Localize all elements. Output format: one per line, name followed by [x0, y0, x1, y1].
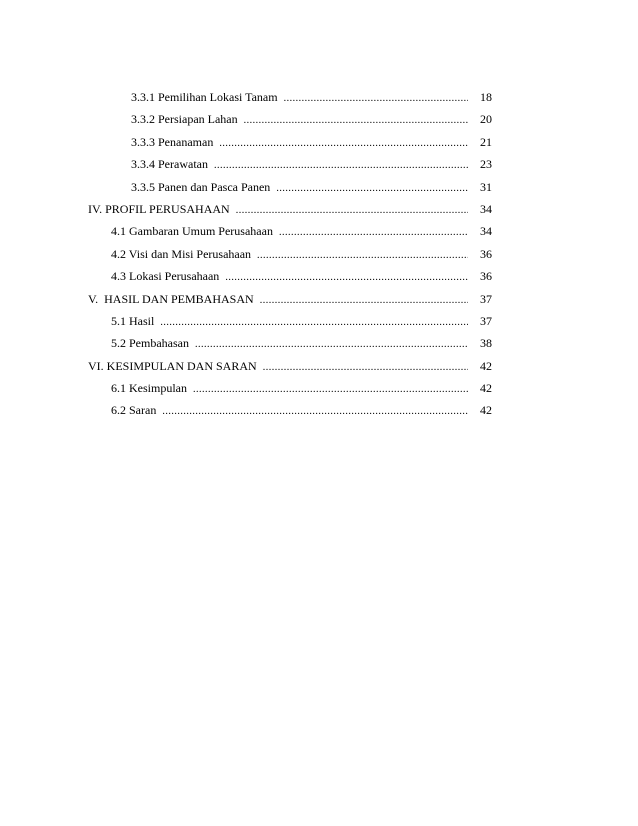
toc-entry-5-1: [88, 310, 508, 332]
toc-entry-label: 3.3.4 Perawatan: [131, 157, 208, 172]
toc-entry-3-3-2: [88, 108, 508, 130]
toc-dot-leader: [195, 334, 468, 354]
toc-entry-label: 3.3.3 Penanaman: [131, 134, 214, 149]
toc-entry-page-number: 42: [480, 403, 492, 418]
toc-entry-page-number: 23: [480, 157, 492, 172]
toc-entry-label: 3.3.5 Panen dan Pasca Panen: [131, 179, 271, 194]
toc-entry-page-number: 20: [480, 112, 492, 127]
toc-entry-page-number: 31: [480, 179, 492, 194]
toc-entry-chapter-iv: [88, 198, 508, 220]
toc-entry-3-3-4: [88, 153, 508, 175]
toc-entry-page-number: 42: [480, 381, 492, 396]
toc-dot-leader: [225, 267, 468, 287]
toc-dot-leader: [236, 200, 468, 220]
toc-entry-label: V. HASIL DAN PEMBAHASAN: [88, 291, 254, 306]
toc-dot-leader: [260, 290, 468, 310]
toc-entry-label: VI. KESIMPULAN DAN SARAN: [88, 358, 257, 373]
toc-entry-chapter-vi: [88, 355, 508, 377]
toc-entry-page-number: 21: [480, 134, 492, 149]
toc-entry-label: 4.3 Lokasi Perusahaan: [111, 269, 220, 284]
toc-dot-leader: [244, 110, 468, 130]
toc-entry-4-1: [88, 220, 508, 242]
toc-entry-3-3-3: [88, 131, 508, 153]
toc-dot-leader: [219, 133, 468, 153]
toc-entry-page-number: 36: [480, 246, 492, 261]
toc-entry-label: 5.1 Hasil: [111, 313, 155, 328]
table-of-contents: [88, 86, 508, 422]
toc-entry-page-number: 37: [480, 313, 492, 328]
toc-entry-3-3-5: [88, 176, 508, 198]
toc-dot-leader: [162, 401, 468, 421]
toc-dot-leader: [276, 178, 468, 198]
toc-dot-leader: [257, 245, 468, 265]
toc-entry-label: 6.2 Saran: [111, 403, 157, 418]
toc-dot-leader: [160, 312, 468, 332]
toc-entry-page-number: 42: [480, 358, 492, 373]
toc-dot-leader: [284, 88, 468, 108]
toc-entry-label: 3.3.2 Persiapan Lahan: [131, 112, 238, 127]
toc-entry-chapter-v: [88, 288, 508, 310]
toc-entry-label: IV. PROFIL PERUSAHAAN: [88, 201, 230, 216]
toc-entry-label: 5.2 Pembahasan: [111, 336, 189, 351]
toc-entry-page-number: 18: [480, 90, 492, 104]
toc-dot-leader: [279, 222, 468, 242]
toc-entry-label: 4.1 Gambaran Umum Perusahaan: [111, 224, 273, 239]
toc-entry-6-1: [88, 377, 508, 399]
toc-dot-leader: [193, 379, 468, 399]
toc-dot-leader: [263, 357, 468, 377]
toc-entry-page-number: 34: [480, 224, 492, 239]
toc-entry-label: 3.3.1 Pemilihan Lokasi Tanam: [131, 90, 278, 104]
toc-entry-page-number: 36: [480, 269, 492, 284]
toc-entry-label: 6.1 Kesimpulan: [111, 381, 187, 396]
toc-entry-label: 4.2 Visi dan Misi Perusahaan: [111, 246, 252, 261]
toc-entry-5-2: [88, 332, 508, 354]
toc-entry-6-2: [88, 399, 508, 421]
toc-entry-page-number: 37: [480, 291, 492, 306]
toc-entry-page-number: 34: [480, 201, 492, 216]
toc-dot-leader: [214, 155, 468, 175]
toc-entry-4-3: [88, 265, 508, 287]
toc-entry-4-2: [88, 243, 508, 265]
toc-entry-page-number: 38: [480, 336, 492, 351]
toc-entry-3-3-1: [88, 86, 508, 108]
